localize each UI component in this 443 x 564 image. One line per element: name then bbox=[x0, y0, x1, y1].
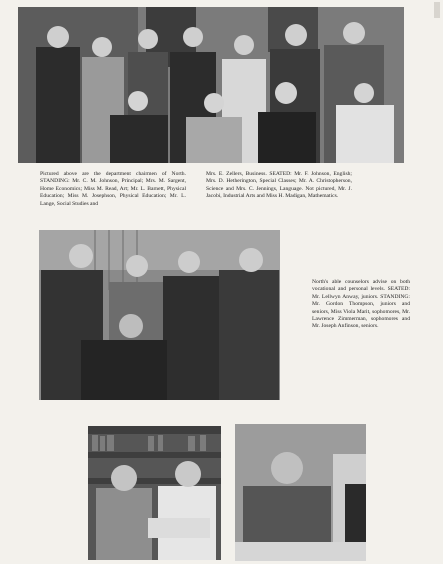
page-edge-mark bbox=[434, 2, 440, 18]
teacher-photo bbox=[235, 424, 366, 561]
chairmen-caption-left: Pictured above are the department chairmen of North. STANDING: Mr. C. M. Johnson, Principal; Mrs. M. Sargent, Home Economics; Miss M. Read, Art; Mr. L. Barnett, Physical Education; Miss M. Josephson, Physical Education; Mr. L. Lange, Social Studies and bbox=[40, 171, 186, 207]
department-chairmen-photo bbox=[18, 7, 404, 163]
library-photo bbox=[88, 426, 221, 560]
counselors-photo bbox=[39, 230, 280, 400]
counselors-caption: North's able counselors advise on both vocational and personal levels. SEATED: Mr. Lellwyn Anway, juniors. STANDING: Mr. Gordon Thompson, juniors and seniors, Miss Viola Marit, sophomores, Mr. Lawrence Zimmerman, sophomores and Mr. Joseph Anfinson, seniors. bbox=[312, 279, 410, 330]
chairmen-caption-right: Mrs. E. Zellers, Business. SEATED: Mr. F. Johnson, English; Mrs. D. Hetherington, Special Classes; Mr. A. Christopherson, Science and Mrs. C. Jennings, Language. Not pictured, Mr. J. Jacobi, Industrial Arts and Miss H. Madigan, Mathematics. bbox=[206, 171, 352, 200]
